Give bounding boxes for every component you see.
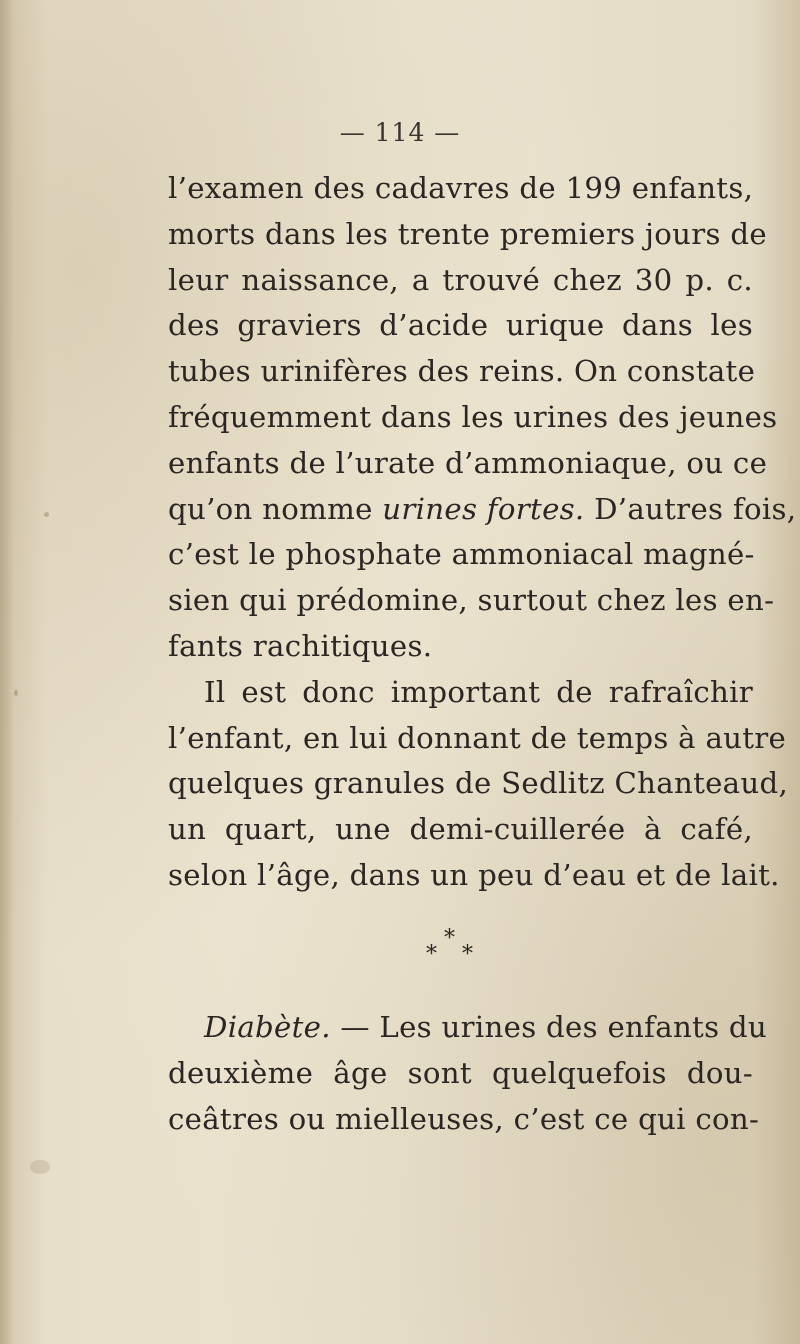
body-text-section (168, 1004, 768, 1142)
text-segment: qu’on nomme (168, 491, 373, 526)
page-edge-shadow (0, 0, 14, 1344)
asterisk: * (444, 926, 455, 951)
asterisk: * (426, 942, 437, 967)
text-line: fréquemment dans les urines des jeunes (168, 399, 778, 434)
italic-term: urines fortes. (382, 491, 585, 526)
text-line: des graviers d’acide urique dans les (168, 308, 753, 343)
text-line: leur naissance, a trouvé chez 30 p. c. (168, 262, 753, 297)
text-line: sien qui prédomine, surtout chez les en- (168, 583, 775, 618)
paper-speck (14, 690, 18, 696)
text-line: morts dans les trente premiers jours de (168, 216, 767, 251)
section-heading: Diabète. (204, 1010, 331, 1044)
page-number: — 114 — (339, 118, 461, 147)
paper-stain (30, 1160, 50, 1174)
text-line: un quart, une demi-cuillerée à café, (168, 812, 753, 847)
text-line: deuxième âge sont quelquefois dou- (168, 1056, 753, 1090)
text-segment: — Les urines des enfants du (340, 1010, 768, 1044)
text-line: tubes urinifères des reins. On constate (168, 354, 756, 389)
text-line: l’examen des cadavres de 199 enfants, (168, 171, 754, 205)
text-segment: D’autres fois, (594, 491, 797, 526)
text-line: c’est le phosphate ammoniacal magné- (168, 537, 755, 572)
text-line: selon l’âge, dans un peu d’eau et de lait. (168, 857, 780, 892)
text-line: enfants de l’urate d’ammoniaque, ou ce (168, 445, 768, 480)
paper-speck (44, 512, 49, 517)
text-line (168, 487, 797, 533)
text-line: l’enfant, en lui donnant de temps à autre (168, 720, 787, 755)
text-line: Il est donc important de rafraîchir (204, 674, 753, 709)
asterisk: * (462, 942, 473, 967)
asterism-separator (420, 926, 484, 970)
text-line (168, 1004, 768, 1050)
text-line: fants rachitiques. (168, 628, 433, 663)
text-line: quelques granules de Sedlitz Chanteaud, (168, 766, 789, 801)
text-line: ceâtres ou mielleuses, c’est ce qui con- (168, 1102, 760, 1136)
body-text (168, 166, 797, 899)
